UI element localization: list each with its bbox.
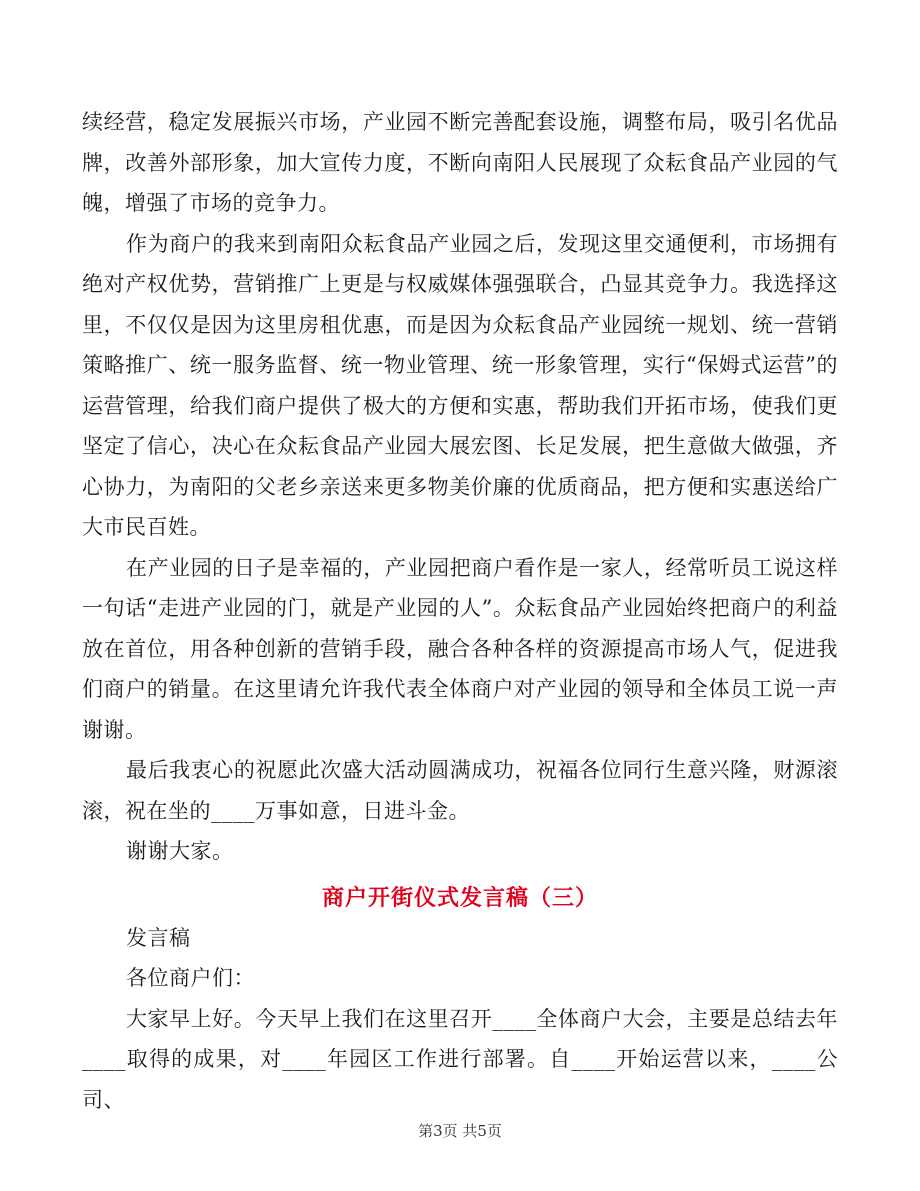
document-body (82, 102, 838, 1120)
bottom-paragraphs (82, 918, 838, 1121)
paragraph: 各位商户们： (126, 966, 255, 990)
paragraph: 谢谢大家。 (126, 839, 234, 863)
top-paragraphs (82, 102, 838, 872)
section-heading: 商户开街仪式发言稿（三） (321, 884, 598, 911)
paragraph: 在产业园的日子是幸福的，产业园把商户看作是一家人，经常听员工说这样一句话“走进产业园的门，就是产业园的人”。众耘食品产业园始终把商户的利益放在首位，用各种创新的营销手段，融合各种各样的资源提高市场人气，促进我们商户的销量。在这里请允许我代表全体商户对产业园的领导和全体员工说一声谢谢。 (82, 555, 838, 742)
paragraph: 发言稿 (126, 925, 191, 950)
paragraph: 大家早上好。今天早上我们在这里召开____全体商户大会，主要是总结去年____取得的成果，对____年园区工作进行部署。自____开始运营以来，____公司、 (82, 1006, 838, 1112)
paragraph: 最后我衷心的祝愿此次盛大活动圆满成功，祝福各位同行生意兴隆，财源滚滚，祝在坐的____万事如意，日进斗金。 (82, 758, 838, 823)
page-footer: 第3页 共5页 (418, 1122, 502, 1140)
paragraph: 续经营，稳定发展振兴市场，产业园不断完善配套设施，调整布局，吸引名优品牌，改善外部形象，加大宣传力度，不断向南阳人民展现了众耘食品产业园的气魄，增强了市场的竞争力。 (82, 110, 838, 215)
paragraph: 作为商户的我来到南阳众耘食品产业园之后，发现这里交通便利，市场拥有绝对产权优势，营销推广上更是与权威媒体强强联合，凸显其竞争力。我选择这里，不仅仅是因为这里房租优惠，而是因为众耘食品产业园统一规划、统一营销策略推广、统一服务监督、统一物业管理、统一形象管理，实行“保姆式运营”的运营管理，给我们商户提供了极大的方便和实惠，帮助我们开拓市场，使我们更坚定了信心，决心在众耘食品产业园大展宏图、长足发展，把生意做大做强，齐心协力，为南阳的父老乡亲送来更多物美价廉的优质商品，把方便和实惠送给广大市民百姓。 (82, 231, 838, 539)
